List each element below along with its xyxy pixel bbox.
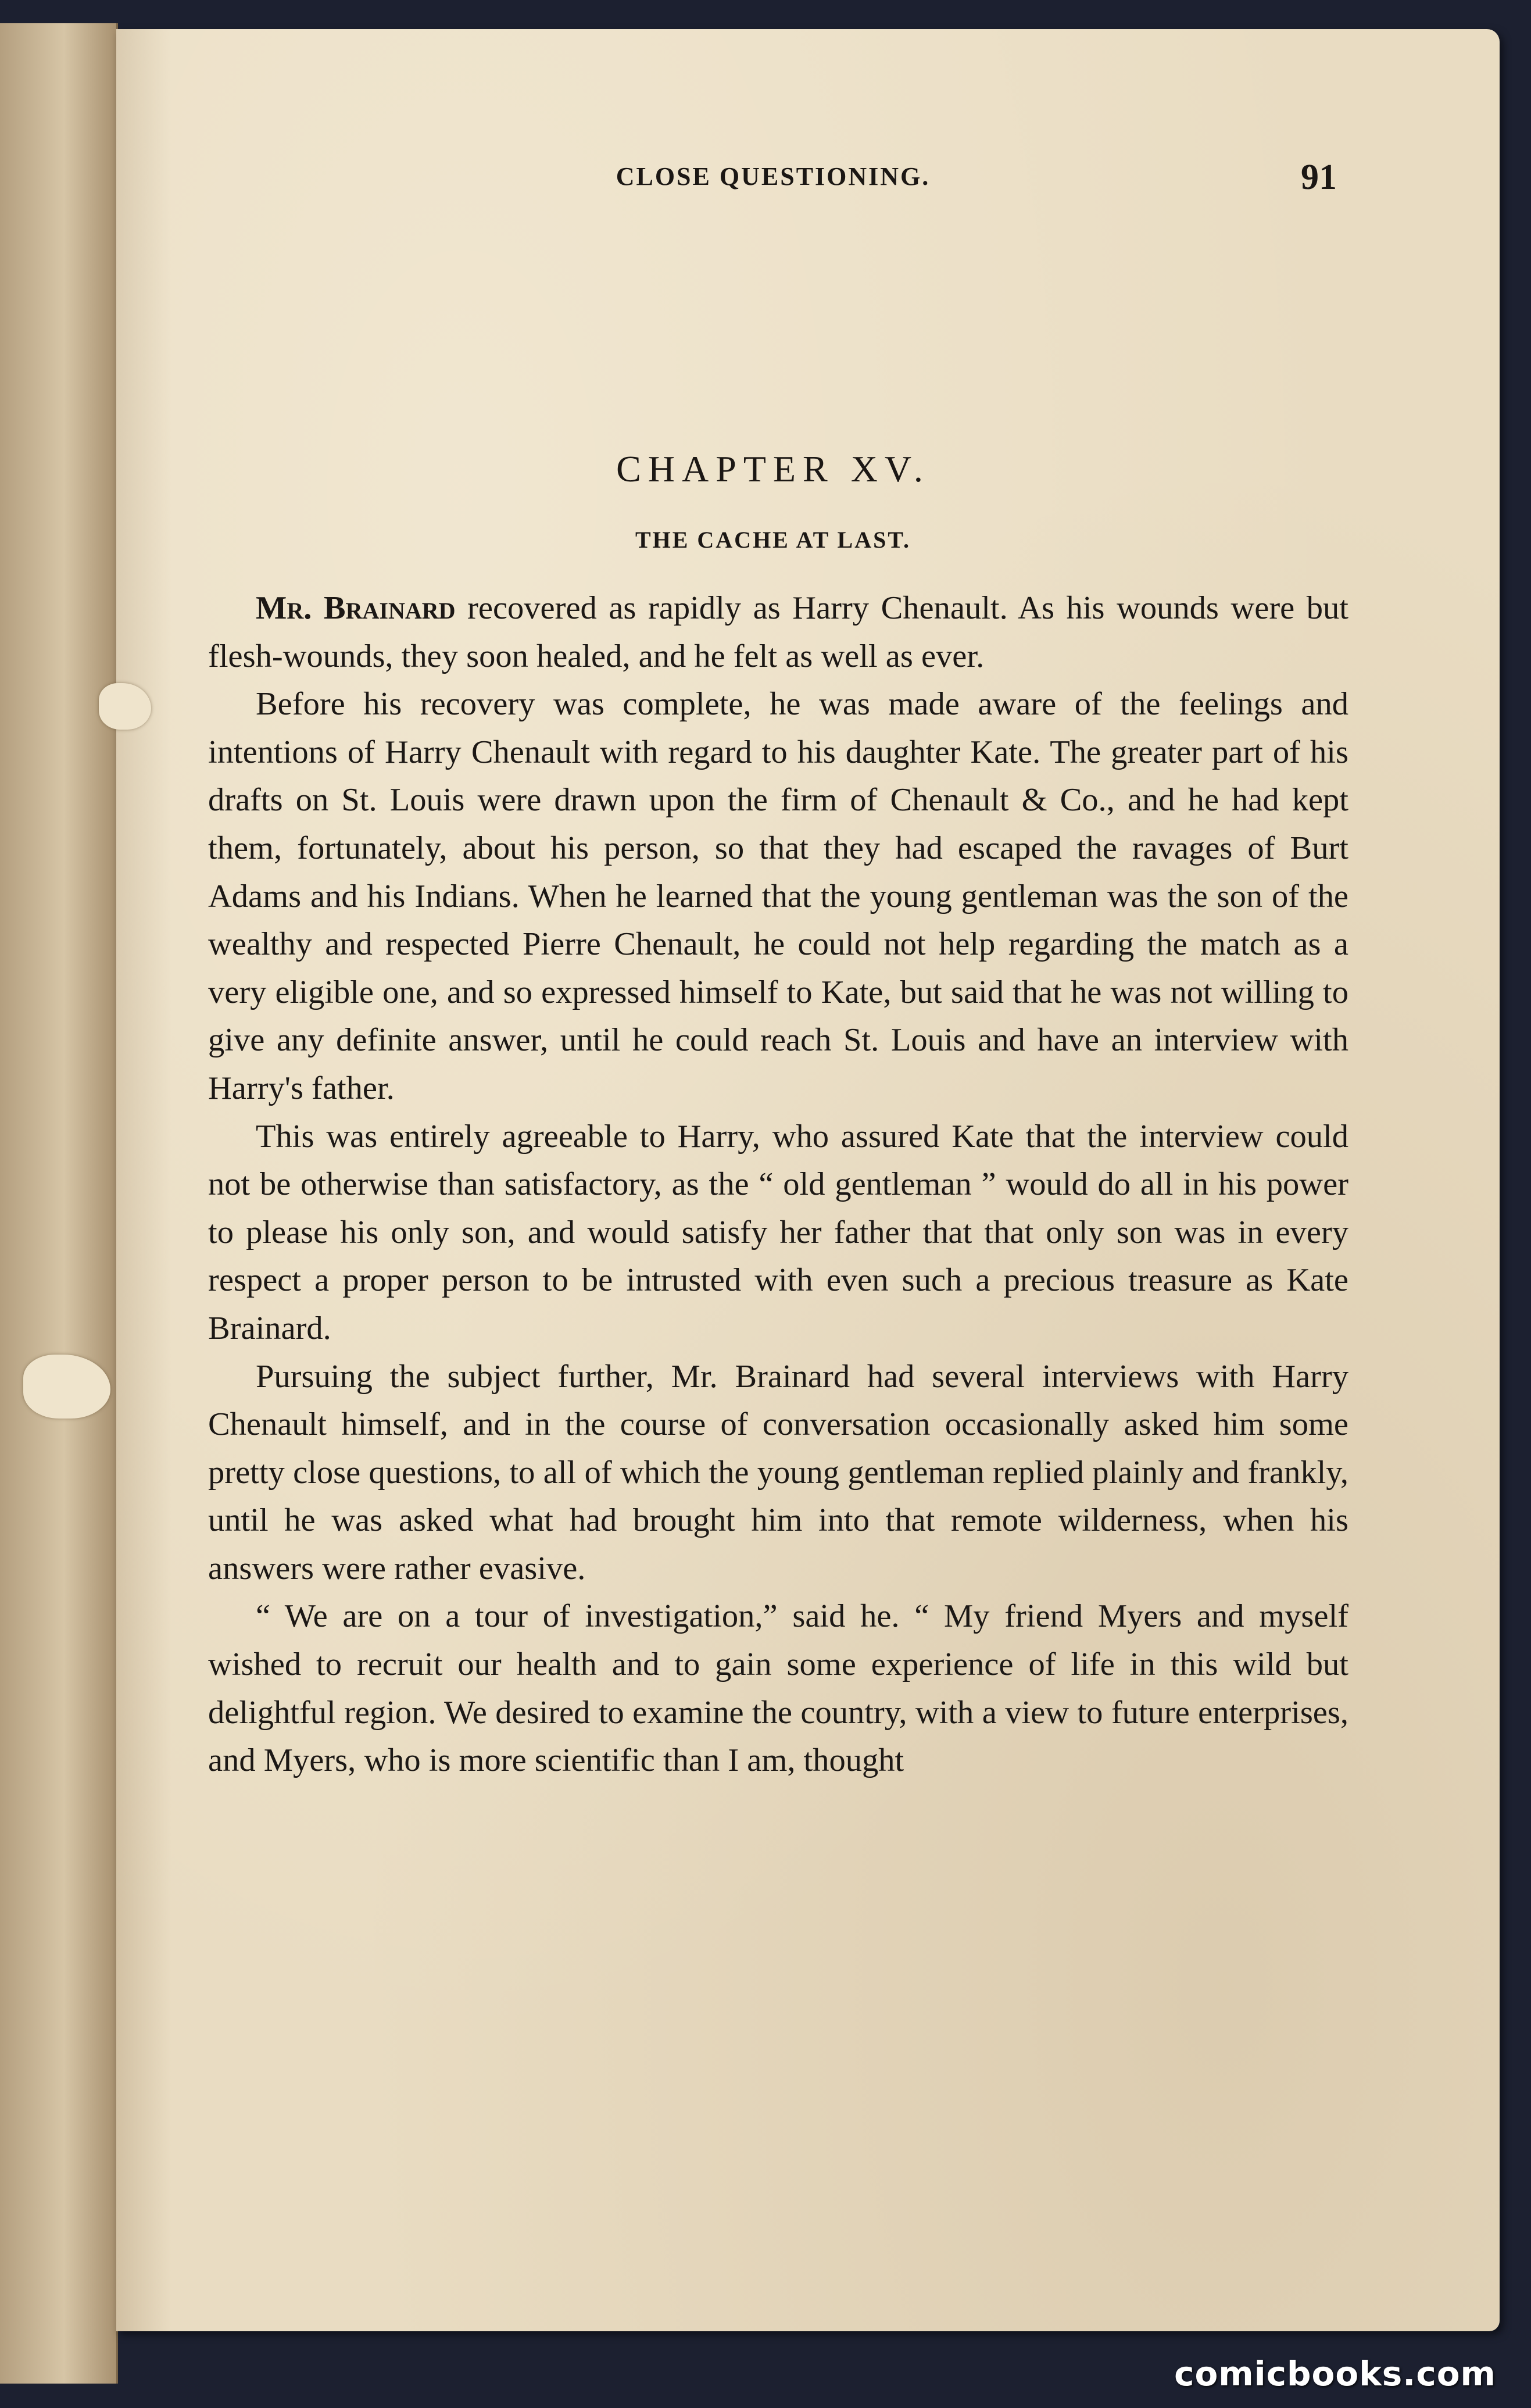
paragraph (208, 680, 1348, 1112)
paragraph (208, 584, 1348, 680)
body-text (208, 584, 1348, 1785)
paragraph-lead-in: Mr. Brainard (256, 590, 456, 626)
running-title: CLOSE QUESTIONING. (616, 162, 931, 191)
chapter-heading: CHAPTER XV. (616, 448, 930, 490)
paragraph-text: recovered as rapidly as Harry Chenault. As his wounds were but flesh-wounds, they soon healed, and he felt as well as ever. (208, 590, 1348, 674)
chapter-subtitle: THE CACHE AT LAST. (635, 527, 911, 553)
paragraph (208, 1113, 1348, 1353)
paragraph-text: Pursuing the subject further, Mr. Brainard had several interviews with Harry Chenault himself, and in the course of conversation occasionally asked him some pretty close questions, to all of which the young gentleman replied plainly and frankly, until he was asked what had brought him into that remote wilderness, when his answers were rather evasive. (208, 1358, 1348, 1587)
paragraph-text: This was entirely agreeable to Harry, who assured Kate that the interview could not be otherwise than satisfactory, as the “ old gentleman ” would do all in his power to please his only son, and would satisfy her father that that only son was in every respect a proper person to be intrusted with even such a precious treasure as Kate Brainard. (208, 1118, 1348, 1346)
paragraph-text: Before his recovery was complete, he was made aware of the feelings and intentions of Harry Chenault with regard to his daughter Kate. The greater part of his drafts on St. Louis were drawn upon the firm of Chenault & Co., and he had kept them, fortunately, about his person, so that they had escaped the ravages of Burt Adams and his Indians. When he learned that the young gentleman was the son of the wealthy and respected Pierre Chenault, he could not help regarding the match as a very eligible one, and so expressed himself to Kate, but said that he was not willing to give any definite answer, until he could reach St. Louis and have an interview with Harry's father. (208, 686, 1348, 1106)
page-number: 91 (1301, 158, 1337, 197)
paragraph-text: “ We are on a tour of investigation,” said he. “ My friend Myers and myself wished to recruit our health and to gain some experience of life in this wild but delightful region. We desired to examine the country, with a view to future enterprises, and Myers, who is more scientific than I am, thought (208, 1598, 1348, 1779)
paragraph (208, 1353, 1348, 1593)
running-header (209, 157, 1337, 203)
facing-page-edge (0, 23, 118, 2384)
paragraph (208, 1592, 1348, 1784)
watermark: comicbooks.com (1174, 2354, 1496, 2393)
